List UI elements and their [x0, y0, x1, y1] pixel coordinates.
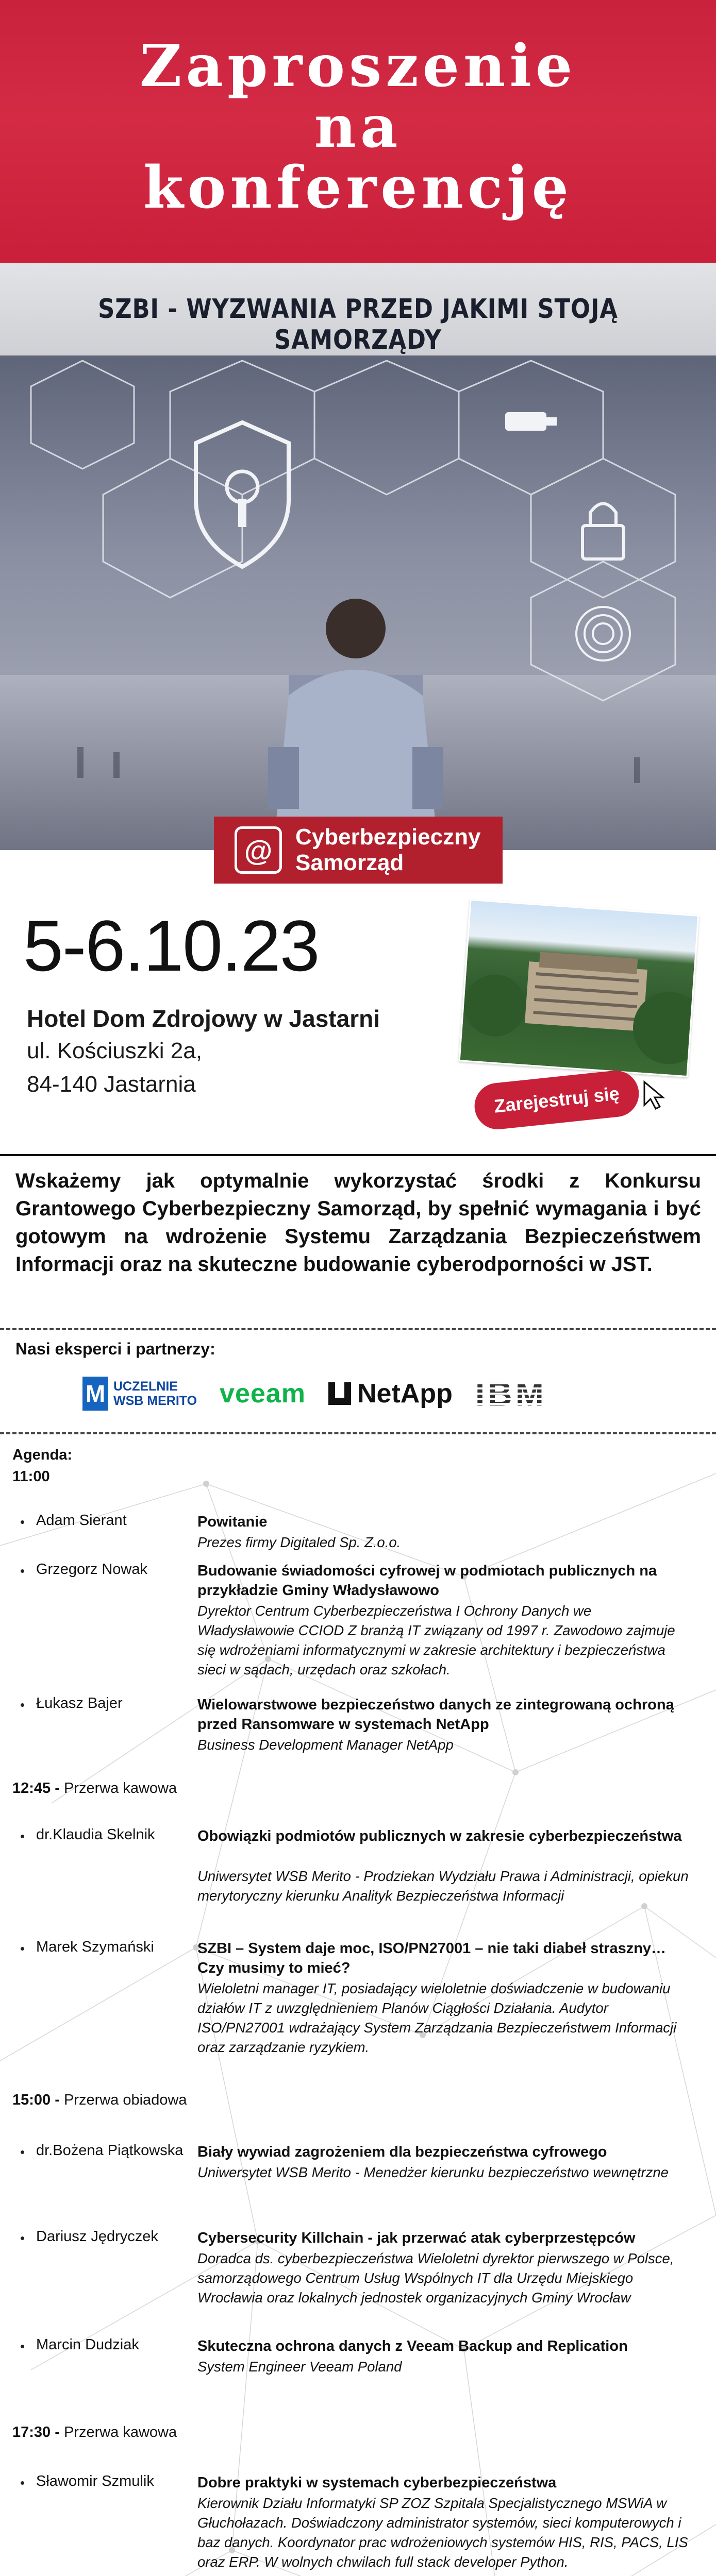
- bullet-icon: [21, 1569, 24, 1573]
- page-title: Zaproszenie na konferencję: [139, 32, 577, 222]
- break-time: 12:45 -: [12, 1780, 60, 1797]
- bullet-icon: [21, 1947, 24, 1951]
- break-label: Przerwa obiadowa: [59, 2092, 187, 2108]
- event-date: 5-6.10.23: [23, 905, 319, 986]
- break-label: Przerwa kawowa: [59, 2424, 177, 2441]
- wsb-mark-icon: M: [82, 1377, 108, 1411]
- session-description: Uniwersytet WSB Merito - Menedżer kierunku bezpieczeństwo wewnętrzne: [197, 2164, 669, 2180]
- break-item: [12, 1780, 177, 1797]
- speaker-name: dr.Klaudia Skelnik: [36, 1826, 155, 1843]
- session-title: Budowanie świadomości cyfrowej w podmiotach publicznych na przykładzie Gminy Władysławowo: [197, 1563, 657, 1599]
- session-title: SZBI – System daje moc, ISO/PN27001 – nie taki diabeł straszny… Czy musimy to mieć?: [197, 1940, 667, 1976]
- speaker-name: Sławomir Szmulik: [36, 2473, 154, 2489]
- intro-text: Wskażemy jak optymalnie wykorzystać środki z Konkursu Grantowego Cyberbezpieczny Samorząd, by spełnić wymagania i być gotowym na wdrożenie Systemu Zarządzania Bezpieczeństwem Informacji oraz na skuteczne budowanie cyberodporności w JST.: [15, 1170, 701, 1276]
- netapp-logo: [328, 1378, 453, 1409]
- session-title: Skuteczna ochrona danych z Veeam Backup and Replication: [197, 2338, 628, 2354]
- person-figure: [268, 599, 443, 850]
- header-banner: [0, 0, 716, 263]
- wsb-merito-logo: [82, 1377, 197, 1411]
- break-time: 17:30 -: [12, 2424, 60, 2441]
- register-button[interactable]: Zarejestruj się: [472, 1069, 641, 1132]
- conference-subtitle: SZBI - WYZWANIA PRZED JAKIMI STOJĄ SAMORZĄDY: [98, 294, 618, 355]
- wsb-text: UCZELNIE WSB MERITO: [113, 1379, 197, 1408]
- bullet-icon: [21, 2345, 24, 2348]
- ibm-logo: IBM: [475, 1375, 547, 1413]
- session-title: Powitanie: [197, 1514, 268, 1530]
- session-description: Dyrektor Centrum Cyberbezpieczeństwa I Ochrony Danych we Władysławowie CCIOD Z branżą IT związany od 1997 r. Zawodowo zajmuje się wdrożeniami informatycznymi w zakresie architektury i bezpieczeństwa sieci w sądach, urzędach oraz szkołach.: [197, 1603, 675, 1677]
- break-time: 15:00 -: [12, 2092, 60, 2108]
- partners-title: Nasi eksperci i partnerzy:: [15, 1340, 215, 1358]
- speaker-name: Dariusz Jędryczek: [36, 2228, 158, 2245]
- subtitle-band: [0, 263, 716, 355]
- netapp-text: NetApp: [357, 1379, 453, 1409]
- agenda-title: Agenda:: [12, 1447, 72, 1463]
- break-item: [12, 2424, 177, 2441]
- lock-icon: [582, 504, 624, 560]
- speaker-name: Grzegorz Nowak: [36, 1561, 147, 1578]
- brand-badge: [214, 817, 503, 884]
- hero-image: [0, 355, 716, 850]
- speaker-name: dr.Bożena Piątkowska: [36, 2142, 184, 2159]
- session-description: Uniwersytet WSB Merito - Prodziekan Wydziału Prawa i Administracji, opiekun merytoryczny kierunku Analityk Bezpieczeństwa Informacji: [197, 1868, 689, 1904]
- cursor-icon: [639, 1077, 675, 1113]
- venue-name: Hotel Dom Zdrojowy w Jastarni: [27, 1005, 380, 1032]
- camera-icon: [505, 412, 557, 431]
- session-description: Wieloletni manager IT, posiadający wieloletnie doświadczenie w budowaniu działów IT z uwzględnieniem Planów Ciągłości Działania. Audytor ISO/PN27001 wdrażający System Zarządzania Bezpieczeństwem Informacji oraz zarządzanie ryzykiem.: [197, 1980, 677, 2055]
- security-illustration: [0, 355, 716, 850]
- hotel-photo: [459, 899, 700, 1077]
- veeam-logo: veeam: [220, 1379, 306, 1409]
- netapp-mark-icon: [328, 1382, 351, 1405]
- dashed-divider: [0, 1328, 716, 1330]
- session-title: Biały wywiad zagrożeniem dla bezpieczeństwa cyfrowego: [197, 2144, 607, 2160]
- session-description: Business Development Manager NetApp: [197, 1737, 454, 1753]
- agenda-start-time: 11:00: [12, 1468, 50, 1485]
- bullet-icon: [21, 2150, 24, 2154]
- session-title: Obowiązki podmiotów publicznych w zakresie cyberbezpieczeństwa: [197, 1828, 682, 1844]
- speaker-name: Marek Szymański: [36, 1939, 154, 1955]
- bullet-icon: [21, 1520, 24, 1524]
- bullet-icon: [21, 1703, 24, 1707]
- divider: [0, 1154, 716, 1156]
- speaker-name: Adam Sierant: [36, 1512, 127, 1529]
- speaker-name: Marcin Dudziak: [36, 2336, 139, 2353]
- dashed-divider: [0, 1432, 716, 1434]
- bullet-icon: [21, 2236, 24, 2240]
- bullet-icon: [21, 2481, 24, 2485]
- partner-logos: [82, 1373, 629, 1414]
- speaker-name: Łukasz Bajer: [36, 1695, 123, 1711]
- venue-city: 84-140 Jastarnia: [27, 1072, 196, 1097]
- session-description: System Engineer Veeam Poland: [197, 2359, 402, 2375]
- break-label: Przerwa kawowa: [59, 1780, 177, 1797]
- break-item: [12, 2092, 187, 2109]
- session-description: Doradca ds. cyberbezpieczeństwa Wieloletni dyrektor pierwszego w Polsce, samorządowego Centrum Usług Wspólnych IT dla Urzędu Miejskiego Wrocławia oraz lokalnych jednostek organizacyjnych Gminy Wrocław: [197, 2250, 674, 2306]
- session-title: Dobre praktyki w systemach cyberbezpieczeństwa: [197, 2475, 557, 2491]
- session-description: Kierownik Działu Informatyki SP ZOZ Szpitala Specjalistycznego MSWiA w Głuchołazach. Doświadczony administrator systemów, sieci komputerowych i baz danych. Koordynator prac wdrożeniowych systemów HIS, RIS, PACS, LIS oraz ERP. W wolnych chwilach full stack developer Python.: [197, 2495, 688, 2570]
- brand-name: Cyberbezpieczny Samorząd: [295, 824, 481, 875]
- session-description: Prezes firmy Digitaled Sp. Z.o.o.: [197, 1534, 401, 1550]
- at-sign-icon: @: [235, 826, 282, 874]
- bullet-icon: [21, 1835, 24, 1838]
- venue-street: ul. Kościuszki 2a,: [27, 1038, 202, 1063]
- fingerprint-icon: [576, 607, 630, 660]
- session-title: Cybersecurity Killchain - jak przerwać atak cyberprzestępców: [197, 2230, 636, 2246]
- session-title: Wielowarstwowe bezpieczeństwo danych ze zintegrowaną ochroną przed Ransomware w systemach NetApp: [197, 1697, 674, 1733]
